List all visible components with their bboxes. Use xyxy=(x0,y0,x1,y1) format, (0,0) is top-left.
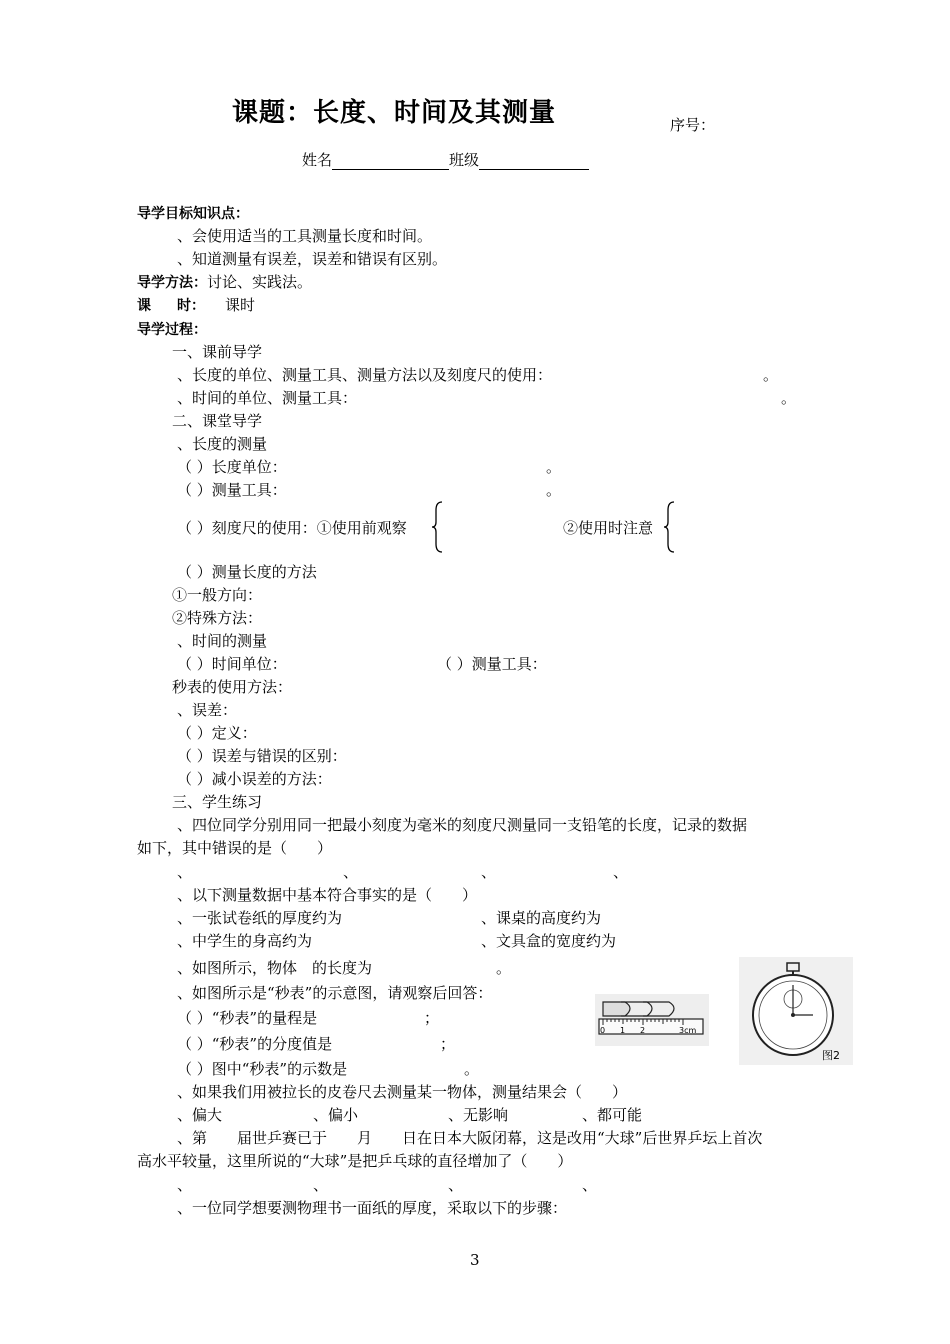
q1-option-a: 、 xyxy=(177,863,193,881)
ruler-label-0: 0 xyxy=(600,1026,606,1035)
practice-heading: 三、学生练习 xyxy=(172,793,263,811)
q1-option-b: 、 xyxy=(343,863,359,881)
ruler-label-1: 1 xyxy=(620,1026,626,1035)
q2-option-a: 、一张试卷纸的厚度约为 xyxy=(177,909,343,927)
q2-option-d: 、文具盒的宽度约为 xyxy=(481,932,617,950)
q5-option-c: 、无影响 xyxy=(448,1106,509,1124)
pre-q1: 、长度的单位、测量工具、测量方法以及刻度尺的使用： xyxy=(177,366,553,384)
error-diff: （ ）误差与错误的区别： xyxy=(177,747,347,765)
name-blank xyxy=(332,153,449,170)
q2-option-c: 、中学生的身高约为 xyxy=(177,932,313,950)
time-heading: 、时间的测量 xyxy=(177,632,268,650)
name-label: 姓名 xyxy=(302,151,333,169)
error-heading: 、误差： xyxy=(177,701,238,719)
pre-heading: 一、课前导学 xyxy=(172,343,263,361)
period-row xyxy=(137,295,255,316)
period-label-1: 课 xyxy=(137,298,151,314)
goal-item-1: 、会使用适当的工具测量长度和时间。 xyxy=(177,227,433,245)
stopwatch-figure xyxy=(739,957,853,1065)
period-value: 课时 xyxy=(225,296,256,314)
error-reduce: （ ）减小误差的方法： xyxy=(177,770,332,788)
stopwatch-caption: 图2 xyxy=(822,1049,840,1062)
method-row xyxy=(137,272,312,293)
goal-item-2: 、知道测量有误差，误差和错误有区别。 xyxy=(177,250,448,268)
pre-q2-end: 。 xyxy=(781,389,797,407)
practice-q7: 、一位同学想要测物理书一面纸的厚度，采取以下的步骤： xyxy=(177,1199,568,1217)
practice-q5: 、如果我们用被拉长的皮卷尺去测量某一物体，测量结果会（ ） xyxy=(177,1083,628,1101)
length-tool: （ ）测量工具： xyxy=(177,481,287,499)
q4-part-2: （ ）“秒表”的分度值是 xyxy=(177,1035,333,1053)
general-method: ①一般方向： xyxy=(172,586,263,604)
q1-option-d: 、 xyxy=(613,863,629,881)
page-title: 课题：长度、时间及其测量 xyxy=(232,98,557,128)
length-unit: （ ）长度单位： xyxy=(177,458,287,476)
ruler-icon xyxy=(595,994,709,1046)
ruler-usage: （ ）刻度尺的使用：①使用前观察 xyxy=(177,519,407,537)
process-heading: 导学过程： xyxy=(137,322,207,338)
q6-option-b: 、 xyxy=(313,1176,329,1194)
left-brace-icon xyxy=(662,500,676,554)
class-heading: 二、课堂导学 xyxy=(172,412,263,430)
q2-option-b: 、课桌的高度约为 xyxy=(481,909,602,927)
length-method: （ ）测量长度的方法 xyxy=(177,563,317,581)
ruler-figure xyxy=(595,994,709,1046)
stopwatch-usage: 秒表的使用方法： xyxy=(172,678,293,696)
q6-option-c: 、 xyxy=(448,1176,464,1194)
special-method: ②特殊方法： xyxy=(172,609,263,627)
name-row xyxy=(302,150,589,170)
class-label: 班级 xyxy=(449,151,480,169)
length-tool-end: 。 xyxy=(546,481,562,499)
q4-part-1: （ ）“秒表”的量程是 xyxy=(177,1009,318,1027)
class-blank xyxy=(479,153,589,170)
serial-label: 序号： xyxy=(670,116,716,134)
q4-part-2-end: ； xyxy=(440,1035,456,1053)
left-brace-icon xyxy=(430,500,444,554)
q6-option-a: 、 xyxy=(177,1176,193,1194)
stopwatch-icon xyxy=(739,957,853,1065)
q5-option-d: 、都可能 xyxy=(582,1106,643,1124)
length-unit-end: 。 xyxy=(546,458,562,476)
ruler-label-2: 2 xyxy=(640,1026,646,1035)
q4-part-3: （ ）图中“秒表”的示数是 xyxy=(177,1060,348,1078)
ruler-usage-2: ②使用时注意 xyxy=(563,519,654,537)
q6-option-d: 、 xyxy=(582,1176,598,1194)
time-unit: （ ）时间单位： xyxy=(177,655,287,673)
practice-q3: 、如图所示，物体 的长度为 xyxy=(177,959,373,977)
length-heading: 、长度的测量 xyxy=(177,435,268,453)
pre-q1-end: 。 xyxy=(763,366,779,384)
time-tool: （ ）测量工具： xyxy=(437,655,547,673)
ruler-label-3: 3cm xyxy=(679,1026,697,1035)
q5-option-a: 、偏大 xyxy=(177,1106,223,1124)
period-label-2: 时： xyxy=(177,298,205,314)
practice-q6-line2: 高水平较量，这里所说的“大球”是把乒乓球的直径增加了（ ） xyxy=(137,1152,573,1170)
q5-option-b: 、偏小 xyxy=(313,1106,359,1124)
page-number: 3 xyxy=(470,1251,480,1269)
practice-q1-line2: 如下，其中错误的是（ ） xyxy=(137,839,333,857)
practice-q3-end: 。 xyxy=(496,959,512,977)
q1-option-c: 、 xyxy=(481,863,497,881)
q4-part-3-end: 。 xyxy=(464,1060,480,1078)
goals-heading: 导学目标知识点： xyxy=(137,206,249,222)
practice-q6-line1: 、第 届世乒赛已于 月 日在日本大阪闭幕，这是改用“大球”后世界乒坛上首次 xyxy=(177,1129,763,1147)
q4-part-1-end: ； xyxy=(424,1009,440,1027)
method-label: 导学方法： xyxy=(137,275,207,291)
method-value: 讨论、实践法。 xyxy=(207,273,313,291)
practice-q2: 、以下测量数据中基本符合事实的是（ ） xyxy=(177,886,478,904)
practice-q4: 、如图所示是“秒表”的示意图，请观察后回答： xyxy=(177,984,493,1002)
error-def: （ ）定义： xyxy=(177,724,257,742)
practice-q1-line1: 、四位同学分别用同一把最小刻度为毫米的刻度尺测量同一支铅笔的长度，记录的数据 xyxy=(177,816,748,834)
pre-q2: 、时间的单位、测量工具： xyxy=(177,389,358,407)
